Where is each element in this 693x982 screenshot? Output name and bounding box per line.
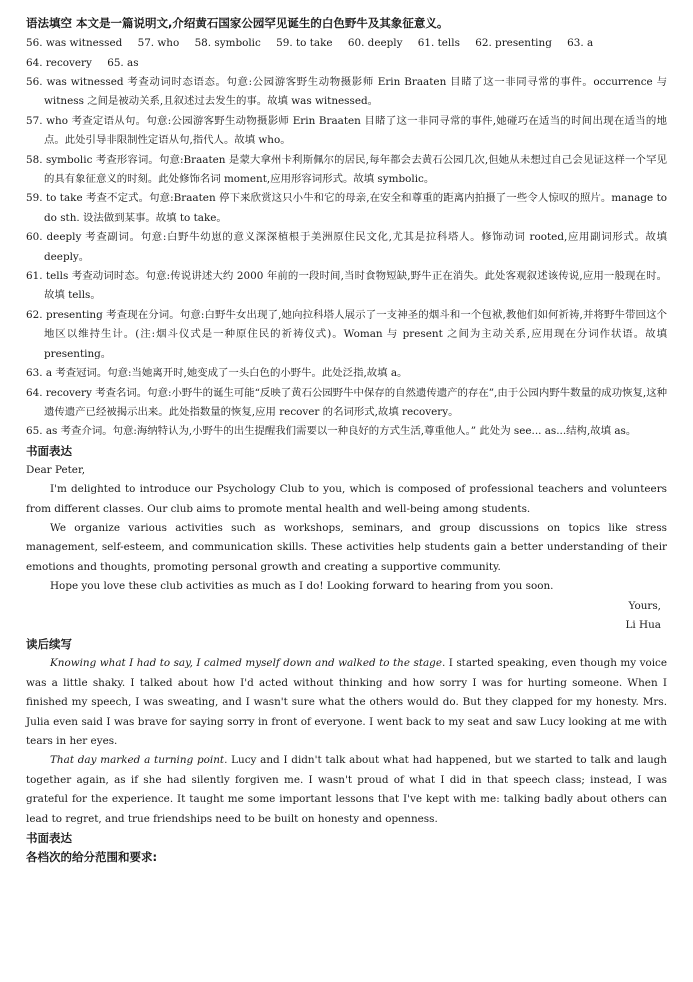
answer-65: 65. as bbox=[107, 57, 139, 69]
explanation-60: 60. deeply 考查副词。句意:白野牛幼崽的意义深深植根于美洲原住民文化,尤其是拉科塔人。修饰动词 rooted,应用副词形式。故填 deeply。 bbox=[26, 231, 667, 263]
continuation-paragraph-2-opening: That day marked a turning point. bbox=[50, 754, 228, 767]
scoring-section-subtitle: 各档次的给分范围和要求: bbox=[26, 850, 158, 865]
answer-list-line-1 bbox=[26, 33, 667, 53]
continuation-paragraph-1 bbox=[26, 654, 667, 751]
explanation-61: 61. tells 考查动词时态。句意:传说讲述大约 2000 年前的一段时间,当时食物短缺,野牛正在消失。此处客观叙述该传说,应用一般现在时。故填 tells。 bbox=[26, 270, 667, 302]
letter-signature: Li Hua bbox=[625, 618, 661, 631]
explanation-64: 64. recovery 考查名词。句意:小野牛的诞生可能“反映了黄石公园野牛中保存的自然遗传遗产的存在”,由于公园内野牛数量的成功恢复,这种遗传遗产已经被揭示出来。此处指数量的恢复,应用 recover 的名词形式,故填 recovery。 bbox=[26, 386, 667, 418]
letter-greeting: Dear Peter, bbox=[26, 463, 86, 476]
continuation-paragraph-2 bbox=[26, 751, 667, 829]
answer-56: 56. was witnessed bbox=[26, 37, 123, 49]
letter-paragraph-1: I'm delighted to introduce our Psychology Club to you, which is composed of professional teachers and volunteers from different classes. Our club aims to promote mental health and well-being among students. bbox=[26, 483, 667, 515]
explanation-59: 59. to take 考查不定式。句意:Braaten 停下来欣赏这只小牛和它的母亲,在安全和尊重的距离内拍摄了一些令人惊叹的照片。manage to do sth. 设法做到某事。故填 to take。 bbox=[26, 192, 667, 224]
answer-64: 64. recovery bbox=[26, 57, 92, 69]
letter-closing: Yours, bbox=[628, 599, 661, 612]
explanation-65: 65. as 考查介词。句意:海纳特认为,小野牛的出生提醒我们需要以一种良好的方式生活,尊重他人。” 此处为 see... as...结构,故填 as。 bbox=[26, 425, 637, 438]
fill-section-title: 语法填空 本文是一篇说明文,介绍黄石国家公园罕见诞生的白色野牛及其象征意义。 bbox=[26, 16, 449, 30]
letter-paragraph-3: Hope you love these club activities as much as I do! Looking forward to hearing from you soon. bbox=[50, 580, 554, 593]
writing-section-title: 书面表达 bbox=[26, 443, 72, 458]
answer-62: 62. presenting bbox=[475, 37, 552, 49]
continuation-section-title: 读后续写 bbox=[26, 637, 72, 652]
answer-57: 57. who bbox=[137, 37, 180, 49]
explanation-62: 62. presenting 考查现在分词。句意:白野牛女出现了,她向拉科塔人展示了一支神圣的烟斗和一个包袱,教他们如何祈祷,并将野牛带回这个地区以维持生计。(注:烟斗仪式是一种原住民的祈祷仪式)。Woman 与 present 之间为主动关系,应用现在分词作状语。故填 presenting。 bbox=[26, 308, 667, 360]
explanation-58: 58. symbolic 考查形容词。句意:Braaten 是蒙大拿州卡利斯佩尔的居民,每年都会去黄石公园几次,但她从未想过自己会见证这样一个罕见的具有象征意义的时刻。此处修饰名词 moment,应用形容词形式。故填 symbolic。 bbox=[26, 153, 667, 186]
scoring-section-title: 书面表达 bbox=[26, 831, 72, 846]
explanation-63: 63. a 考查冠词。句意:当她离开时,她变成了一头白色的小野牛。此处泛指,故填 a。 bbox=[26, 367, 408, 380]
answer-60: 60. deeply bbox=[347, 37, 403, 49]
answer-59: 59. to take bbox=[276, 37, 333, 49]
answer-58: 58. symbolic bbox=[194, 37, 261, 49]
letter-paragraph-2: We organize various activities such as workshops, seminars, and group discussions on topics like stress management, self-esteem, and communication skills. These activities help students gain a better understanding of their emotions and thoughts, promoting personal growth and creating a supportive community. bbox=[26, 521, 667, 573]
answer-list-line-2 bbox=[26, 53, 667, 73]
answer-61: 61. tells bbox=[417, 37, 460, 49]
explanation-56: 56. was witnessed 考查动词时态语态。句意:公园游客野生动物摄影师 Erin Braaten 目睹了这一非同寻常的事件。occurrence 与 witness 之间是被动关系,且叙述过去发生的事。故填 was witnessed。 bbox=[26, 76, 667, 108]
continuation-paragraph-2-body: Lucy and I didn't talk about what had happened, but we started to talk and laugh together again, as if she had silently forgiven me. I wasn't proud of what I did in that speech class; instead, I was grateful for the experience. It taught me some important lessons that I've kept with me: talking badly about others can lead to regret, and true friendships need to be built on honesty and openness. bbox=[26, 754, 667, 825]
continuation-paragraph-1-opening: Knowing what I had to say, I calmed myself down and walked to the stage. bbox=[50, 657, 446, 670]
answer-63: 63. a bbox=[567, 37, 594, 49]
continuation-paragraph-1-body: I started speaking, even though my voice was a little shaky. I talked about how I'd acted without thinking and how sorry I was for hurting someone. When I finished my speech, I was sweating, and I wasn't sure what the others would do. But they clapped for my honesty. Mrs. Julia even said I was brave for saying sorry in front of everyone. I went back to my seat and saw Lucy looking at me with tears in her eyes. bbox=[26, 657, 668, 747]
explanation-57: 57. who 考查定语从句。句意:公园游客野生动物摄影师 Erin Braaten 目睹了这一非同寻常的事件,她碰巧在适当的时间出现在适当的地点。此处引导非限制性定语从句,指代人。故填 who。 bbox=[26, 114, 667, 147]
